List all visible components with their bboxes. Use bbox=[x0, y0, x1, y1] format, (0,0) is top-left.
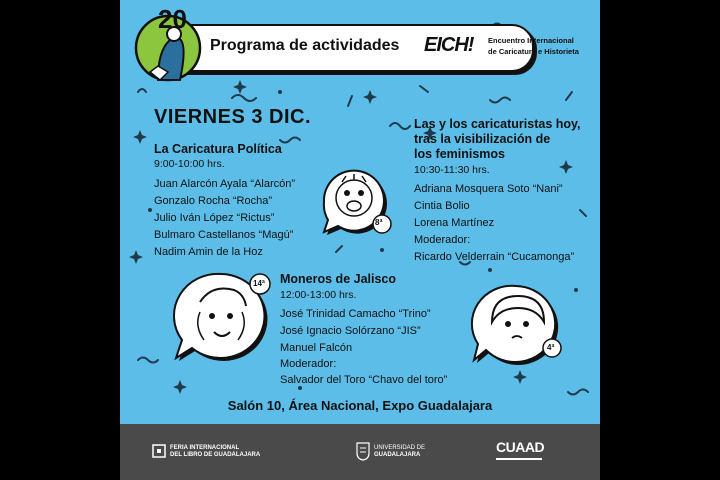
event2-person: Adriana Mosquera Soto “Nani” bbox=[414, 183, 563, 195]
caricature-bubble-1 bbox=[316, 162, 400, 238]
event1-person: Gonzalo Rocha “Rocha” bbox=[154, 195, 273, 207]
eich-line2: de Caricatura e Historieta bbox=[488, 47, 579, 56]
event3-person: Manuel Falcón bbox=[280, 342, 353, 354]
cuaad-underline bbox=[496, 458, 542, 460]
event3-person: Moderador: bbox=[280, 358, 337, 370]
badge-8: 8ª bbox=[375, 218, 383, 227]
event1-person: Julio Iván López “Rictus” bbox=[154, 212, 275, 224]
event2-title-line: los feminismos bbox=[414, 147, 505, 161]
event1-person: Juan Alarcón Ayala “Alarcón” bbox=[154, 178, 296, 190]
event1-title: La Caricatura Política bbox=[154, 142, 282, 156]
event2-title-line: Las y los caricaturistas hoy, bbox=[414, 117, 581, 131]
event1-person: Bulmaro Castellanos “Magú” bbox=[154, 229, 294, 241]
fil-line1: FERIA INTERNACIONAL bbox=[170, 445, 240, 451]
event2-title-line: tras la visibilización de bbox=[414, 132, 551, 146]
venue: Salón 10, Área Nacional, Expo Guadalajara bbox=[227, 398, 493, 413]
eich-wordmark: EICH! bbox=[424, 34, 474, 56]
udg-line2: GUADALAJARA bbox=[374, 452, 421, 458]
event2-person: Cintia Bolio bbox=[414, 200, 470, 212]
event3-person: José Ignacio Solórzano “JIS” bbox=[280, 325, 421, 337]
udg-seal-icon bbox=[356, 441, 370, 461]
event-poster bbox=[120, 0, 600, 480]
event1-time: 9:00-10:00 hrs. bbox=[154, 158, 225, 170]
event2-person: Lorena Martínez bbox=[414, 217, 495, 229]
fil-line2: DEL LIBRO DE GUADALAJARA bbox=[170, 452, 261, 458]
event3-title: Moneros de Jalisco bbox=[280, 272, 397, 286]
event3-person: Salvador del Toro “Chavo del toro” bbox=[280, 374, 448, 386]
badge-4: 4ª bbox=[547, 343, 555, 352]
eich-logo bbox=[420, 24, 590, 68]
anniversary-number: 20 bbox=[158, 4, 187, 34]
cuaad-logo: CUAAD bbox=[496, 439, 545, 455]
event2-person: Ricardo Velderrain “Cucamonga” bbox=[414, 251, 575, 263]
day-heading: VIERNES 3 DIC. bbox=[154, 106, 312, 128]
eich-line1: Encuentro Internacional bbox=[488, 36, 574, 45]
event1-person: Nadim Amin de la Hoz bbox=[154, 246, 263, 258]
sponsor-footer bbox=[120, 424, 600, 480]
caricature-bubble-3 bbox=[468, 282, 568, 366]
udg-line1: UNIVERSIDAD DE bbox=[374, 445, 426, 451]
event2-time: 10:30-11:30 hrs. bbox=[414, 164, 490, 176]
badge-14: 14ª bbox=[253, 279, 265, 288]
page-title: Programa de actividades bbox=[210, 37, 400, 54]
anniversary-logo bbox=[128, 6, 214, 86]
fil-logo-icon bbox=[152, 444, 166, 458]
event3-person: José Trinidad Camacho “Trino” bbox=[280, 308, 431, 320]
event2-person: Moderador: bbox=[414, 234, 471, 246]
event3-time: 12:00-13:00 hrs. bbox=[280, 289, 357, 301]
